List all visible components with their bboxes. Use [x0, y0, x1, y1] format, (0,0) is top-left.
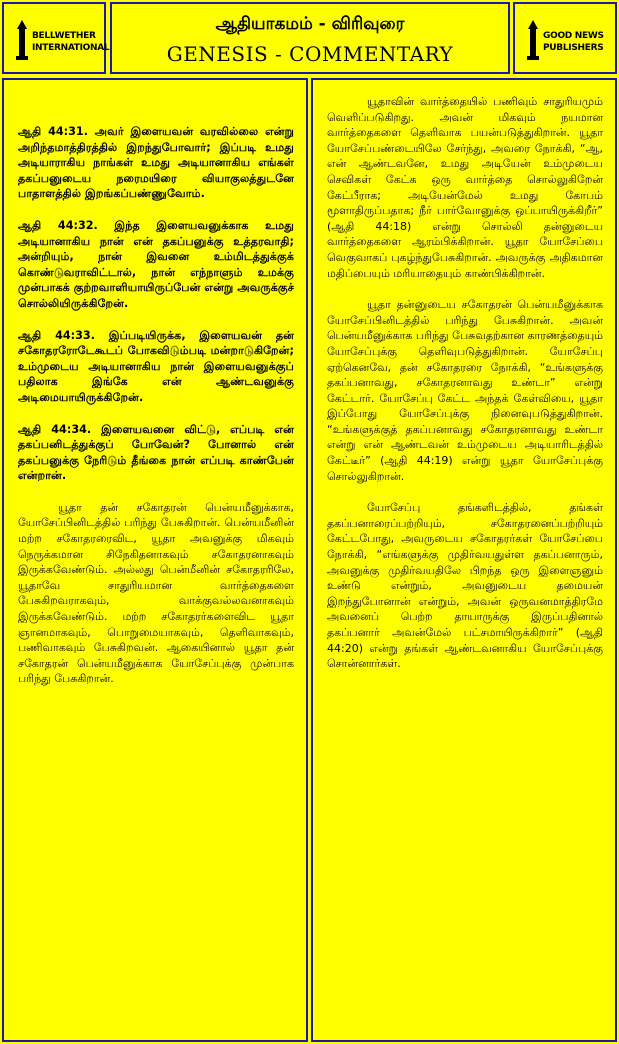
tower-icon — [16, 20, 28, 60]
publisher-logo-right — [513, 2, 617, 74]
commentary-paragraph: யூதா தன்னுடைய சகோதரன் பென்யமீனுக்காக யோசேப்பினிடத்தில் பரிந்து பேசுகிறான். அவன் பென்யமீனுக்காக பரிந்து பேசுவதற்கான காரணத்தையும் யோசேப்புக்கு தெளிவுபடுத்துகிறான். யோசேப்பு ஏற்கெனவே, தன் சகோதரரை நோக்கி, “உங்களுக்கு தகப்பனாவது, சகோதரனாவது உண்டா” என்று கேட்டார். யோசேப்பு கேட்ட அந்தக் கேள்வியை, யூதா இப்போது யோசேப்புக்கு நினைவுபடுத்துகிறான். “உங்களுக்குத் தகப்பனாவது சகோதரனாவது உண்டா என்று என் ஆண்டவன் உம்முடைய அடியாரிடத்தில் கேட்டீர்” (ஆதி 44:19) என்று யூதா யோசேப்புக்கு சொல்லுகிறான். — [327, 298, 603, 483]
publisher-logo-left — [2, 2, 110, 74]
verse-44-33: ஆதி 44:33. இப்படியிருக்க, இளையவன் தன் சகோதரரோடேகூடப் போகவிடும்படி மன்றாடுகிறேன்; உம்முடைய அடியானாகிய நான் இளையவனுக்குப் பதிலாக இங்கே என் ஆண்டவனுக்கு அடிமையாயிருக்கிறேன். — [18, 328, 294, 404]
verse-44-31: ஆதி 44:31. அவர் இளையவன் வரவில்லை என்று அறிந்தமாத்திரத்தில் இறந்துபோவார்; இப்படி உமது அடியாராகிய நாங்கள் உமது அடியானாகிய எங்கள் தகப்பனுடைய நரைமயிரை வியாகுலத்துடனே பாதாளத்தில் இறங்கப்பண்ணுவோம். — [18, 125, 294, 201]
verse-44-34: ஆதி 44:34. இளையவனை விட்டு, எப்படி என் தகப்பனிடத்துக்குப் போவேன்? போனால் என் தகப்பனுக்கு நேரிடும் தீங்கை நான் எப்படி காண்பேன் என்றான். — [18, 422, 294, 483]
right-column — [311, 78, 617, 1042]
commentary-paragraph: யூதா தன் சகோதரன் பென்யமீனுக்காக, யோசேப்பினிடத்தில் பரிந்து பேசுகிறான். பென்யமீனின் மற்ற சகோதரரைவிட, யூதா அவனுக்கு மிகவும் நெருக்கமான சிநேகிதனாகவும் சகோதரனாகவும் இருக்கவேண்டும். அல்லது பென்மீனின் சகோதரரிலே, யூதாவே சாதுரியமான வார்த்தைகளை பேசுகிறவராகவும், வாக்குவல்லவனாகவும் இருக்கவேண்டும். மற்ற சகோதரர்களைவிட யூதா ஞானமாகவும், பொறுமையாகவும், தெளிவாகவும், பணிவாகவும் பேசுகிறவன். ஆகையினால் யூதா தன் சகோதரன் பென்யமீனுக்காக யோசேப்புக்கு முன்பாக பரிந்து பேசுகிறான். — [18, 500, 294, 686]
page-title-tamil: ஆதியாகமம் - விரிவுரை — [215, 14, 405, 34]
right-logo-text: GOOD NEWS PUBLISHERS — [543, 31, 604, 53]
commentary-paragraph: யூதாவின் வார்த்தையில் பணிவும் சாதுரியமும் வெளிப்படுகிறது. அவன் மிகவும் நயமான வார்த்தைகளை தெளிவாக பயன்படுத்துகிறான். யூதா யோசேப்பண்டையிலே சேர்ந்து, அவரை நோக்கி, “ஆ, என் ஆண்டவனே, உமது அடியேன் உம்முடைய செவிகள் கேட்க ஒரு வார்த்தை சொல்லுகிறேன் கேட்பீராக; அடியேன்மேல் உமது கோபம் மூளாதிருப்பதாக; நீர் பார்வோனுக்கு ஒப்பாயிருக்கிறீர்” (ஆதி 44:18) என்று சொல்லி தன்னுடைய வார்த்தைகளை ஆரம்பிக்கிறான். யூதா யோசேப்பை வெகுவாகப் புகழ்ந்துபேசுகிறான். அவருக்கு அதிகமான மதிப்பையும் மரியாதையும் காண்பிக்கிறான். — [327, 95, 603, 280]
left-logo-text: BELLWETHER INTERNATIONAL — [32, 31, 110, 53]
tower-icon — [527, 20, 539, 60]
page-title-english: GENESIS - COMMENTARY — [166, 42, 454, 66]
commentary-paragraph: யோசேப்பு தங்களிடத்தில், தங்கள் தகப்பனாரைப்பற்றியும், சகோதரனைப்பற்றியும் கேட்டபோது, அவருடைய சகோதரர்கள் யோசேப்பை நோக்கி, “எங்களுக்கு முதிர்வயதுள்ள தகப்பனாரும், அவனுக்கு முதிர்வயதிலே பிறந்த ஒரு இளைஞனும் உண்டு என்றும், அவனுடைய தமையன் இறந்துபோனான் என்றும், அவன் ஒருவனமாத்திரமே அவனைப் பெற்ற தாயாருக்கு இருப்பதினால் தகப்பனார் அவன்மேல் பட்சமாயிருக்கிறார்” (ஆதி 44:20) என்று தங்கள் ஆண்டவனாகிய யோசேப்புக்கு சொன்னார்கள். — [327, 501, 603, 671]
good-news-logo — [521, 12, 613, 68]
verse-44-32: ஆதி 44:32. இந்த இளையவனுக்காக உமது அடியானாகிய நான் என் தகப்பனுக்கு உத்தரவாதி; அன்றியும், நான் இவனை உம்மிடத்துக்குக் கொண்டுவராவிட்டால், நான் எந்நாளும் உமக்கு முன்பாகக் குற்றவாளியாயிருப்பேன் என்று அவருக்குச் சொல்லியிருக்கிறேன். — [18, 218, 294, 310]
title-header — [110, 2, 510, 74]
left-column — [2, 78, 308, 1042]
bellwether-logo — [10, 12, 110, 68]
